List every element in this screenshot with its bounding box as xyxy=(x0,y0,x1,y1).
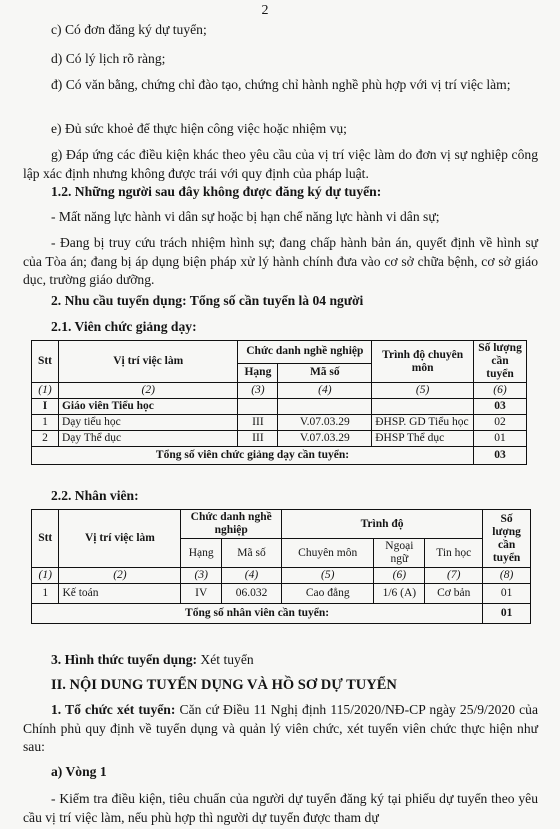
section-3 xyxy=(23,651,538,670)
item-dd: đ) Có văn bằng, chứng chỉ đào tạo, chứng chỉ hành nghề phù hợp với vị trí việc làm; xyxy=(51,77,511,92)
idx-6: (6) xyxy=(474,383,527,399)
group-name: Giáo viên Tiểu học xyxy=(58,399,237,415)
col-language: Ngoại ngữ xyxy=(374,539,425,568)
row-count: 02 xyxy=(474,415,527,431)
total-label: Tổng số nhân viên cần tuyển: xyxy=(32,604,483,624)
item-e: e) Đủ sức khoẻ để thực hiện công việc hoặc nhiệm vụ; xyxy=(51,121,347,136)
item-c: c) Có đơn đăng ký dự tuyển; xyxy=(51,22,207,37)
idx-1: (1) xyxy=(32,383,59,399)
col-quantity: Số lượng cần tuyển xyxy=(483,510,531,568)
idx-5: (5) xyxy=(281,568,373,584)
idx-7: (7) xyxy=(425,568,483,584)
row-code: V.07.03.29 xyxy=(278,415,372,431)
row-count: 01 xyxy=(474,431,527,447)
section-II-1-label: 1. Tổ chức xét tuyển: xyxy=(51,702,176,717)
vong1-heading: a) Vòng 1 xyxy=(51,764,107,779)
col-position: Vị trí việc làm xyxy=(58,341,237,383)
section-1-2-heading: 1.2. Những người sau đây không được đăng ký dự tuyển: xyxy=(51,184,382,199)
col-code: Mã số xyxy=(222,539,282,568)
idx-6: (6) xyxy=(374,568,425,584)
col-qualification: Trình độ chuyên môn xyxy=(372,341,474,383)
row-major: Cao đẳng xyxy=(281,584,373,604)
idx-3: (3) xyxy=(238,383,278,399)
total-row xyxy=(32,447,527,465)
idx-3: (3) xyxy=(181,568,222,584)
total-label: Tổng số viên chức giảng dạy cần tuyển: xyxy=(32,447,474,465)
row-qualification: ĐHSP. GD Tiểu học xyxy=(372,415,474,431)
row-name: Dạy Thể dục xyxy=(58,431,237,447)
total-value: 01 xyxy=(483,604,531,624)
section-II-1 xyxy=(23,701,538,757)
row-stt: 1 xyxy=(32,415,59,431)
row-count: 01 xyxy=(483,584,531,604)
col-quantity: Số lượng cần tuyển xyxy=(474,341,527,383)
col-stt: Stt xyxy=(32,341,59,383)
section-II-1-text: Căn cứ Điều 11 Nghị định 115/2020/NĐ-CP ngày 25/9/2020 của Chính phủ quy định về tuyển dụng và quản lý viên chức, xét tuyển viên chức thực hiện như sau: xyxy=(23,702,538,754)
table-row xyxy=(32,584,531,604)
row-rank: IV xyxy=(181,584,222,604)
col-major: Chuyên môn xyxy=(281,539,373,568)
row-name: Kế toán xyxy=(59,584,181,604)
idx-2: (2) xyxy=(59,568,181,584)
idx-4: (4) xyxy=(222,568,282,584)
idx-2: (2) xyxy=(58,383,237,399)
col-title: Chức danh nghề nghiệp xyxy=(238,341,372,364)
total-value: 03 xyxy=(474,447,527,465)
index-row xyxy=(32,383,527,399)
row-rank: III xyxy=(238,431,278,447)
section-2-2-heading: 2.2. Nhân viên: xyxy=(51,488,139,503)
row-qualification: ĐHSP Thể dục xyxy=(372,431,474,447)
col-position: Vị trí việc làm xyxy=(59,510,181,568)
total-row xyxy=(32,604,531,624)
row-name: Dạy tiểu học xyxy=(58,415,237,431)
exclusion-item-2: - Đang bị truy cứu trách nhiệm hình sự; đang chấp hành bản án, quyết định về hình sự của Tòa án; đang bị áp dụng biện pháp xử lý hành chính đưa vào cơ sở chữa bệnh, cơ sở giáo dục, trường giáo dưỡng. xyxy=(23,235,538,287)
idx-4: (4) xyxy=(278,383,372,399)
idx-5: (5) xyxy=(372,383,474,399)
row-rank: III xyxy=(238,415,278,431)
col-it: Tin học xyxy=(425,539,483,568)
table-row xyxy=(32,431,527,447)
idx-1: (1) xyxy=(32,568,59,584)
row-code: 06.032 xyxy=(222,584,282,604)
index-row xyxy=(32,568,531,584)
group-count: 03 xyxy=(474,399,527,415)
idx-8: (8) xyxy=(483,568,531,584)
group-row xyxy=(32,399,527,415)
teacher-table xyxy=(31,340,527,465)
col-rank: Hạng xyxy=(238,363,278,382)
page-number: 2 xyxy=(261,3,269,18)
row-stt: 1 xyxy=(32,584,59,604)
staff-table xyxy=(31,509,531,624)
section-3-value: Xét tuyển xyxy=(197,652,254,667)
vong1-text: - Kiểm tra điều kiện, tiêu chuẩn của người dự tuyển đăng ký tại phiếu dự tuyển theo yêu cầu vị trí việc làm, nếu phù hợp thì người dự tuyển được tham dự xyxy=(23,791,538,825)
item-g: g) Đáp ứng các điều kiện khác theo yêu cầu của vị trí việc làm do đơn vị sự nghiệp công lập xác định nhưng không được trái với quy định của pháp luật. xyxy=(23,147,538,181)
row-language: 1/6 (A) xyxy=(374,584,425,604)
section-II-heading: II. NỘI DUNG TUYỂN DỤNG VÀ HỒ SƠ DỰ TUYỂN xyxy=(51,677,397,693)
row-code: V.07.03.29 xyxy=(278,431,372,447)
col-title: Chức danh nghề nghiệp xyxy=(181,510,282,539)
col-stt: Stt xyxy=(32,510,59,568)
exclusion-item-1: - Mất năng lực hành vi dân sự hoặc bị hạn chế năng lực hành vi dân sự; xyxy=(51,209,440,224)
item-d: d) Có lý lịch rõ ràng; xyxy=(51,51,166,66)
col-code: Mã số xyxy=(278,363,372,382)
row-it: Cơ bản xyxy=(425,584,483,604)
section-3-label: 3. Hình thức tuyển dụng: xyxy=(51,652,198,667)
section-2-1-heading: 2.1. Viên chức giảng dạy: xyxy=(51,319,197,334)
table-row xyxy=(32,415,527,431)
row-stt: 2 xyxy=(32,431,59,447)
col-qualification: Trình độ xyxy=(281,510,482,539)
group-stt: I xyxy=(32,399,59,415)
col-rank: Hạng xyxy=(181,539,222,568)
section-2-heading: 2. Nhu cầu tuyển dụng: Tổng số cần tuyển là 04 người xyxy=(51,293,364,308)
